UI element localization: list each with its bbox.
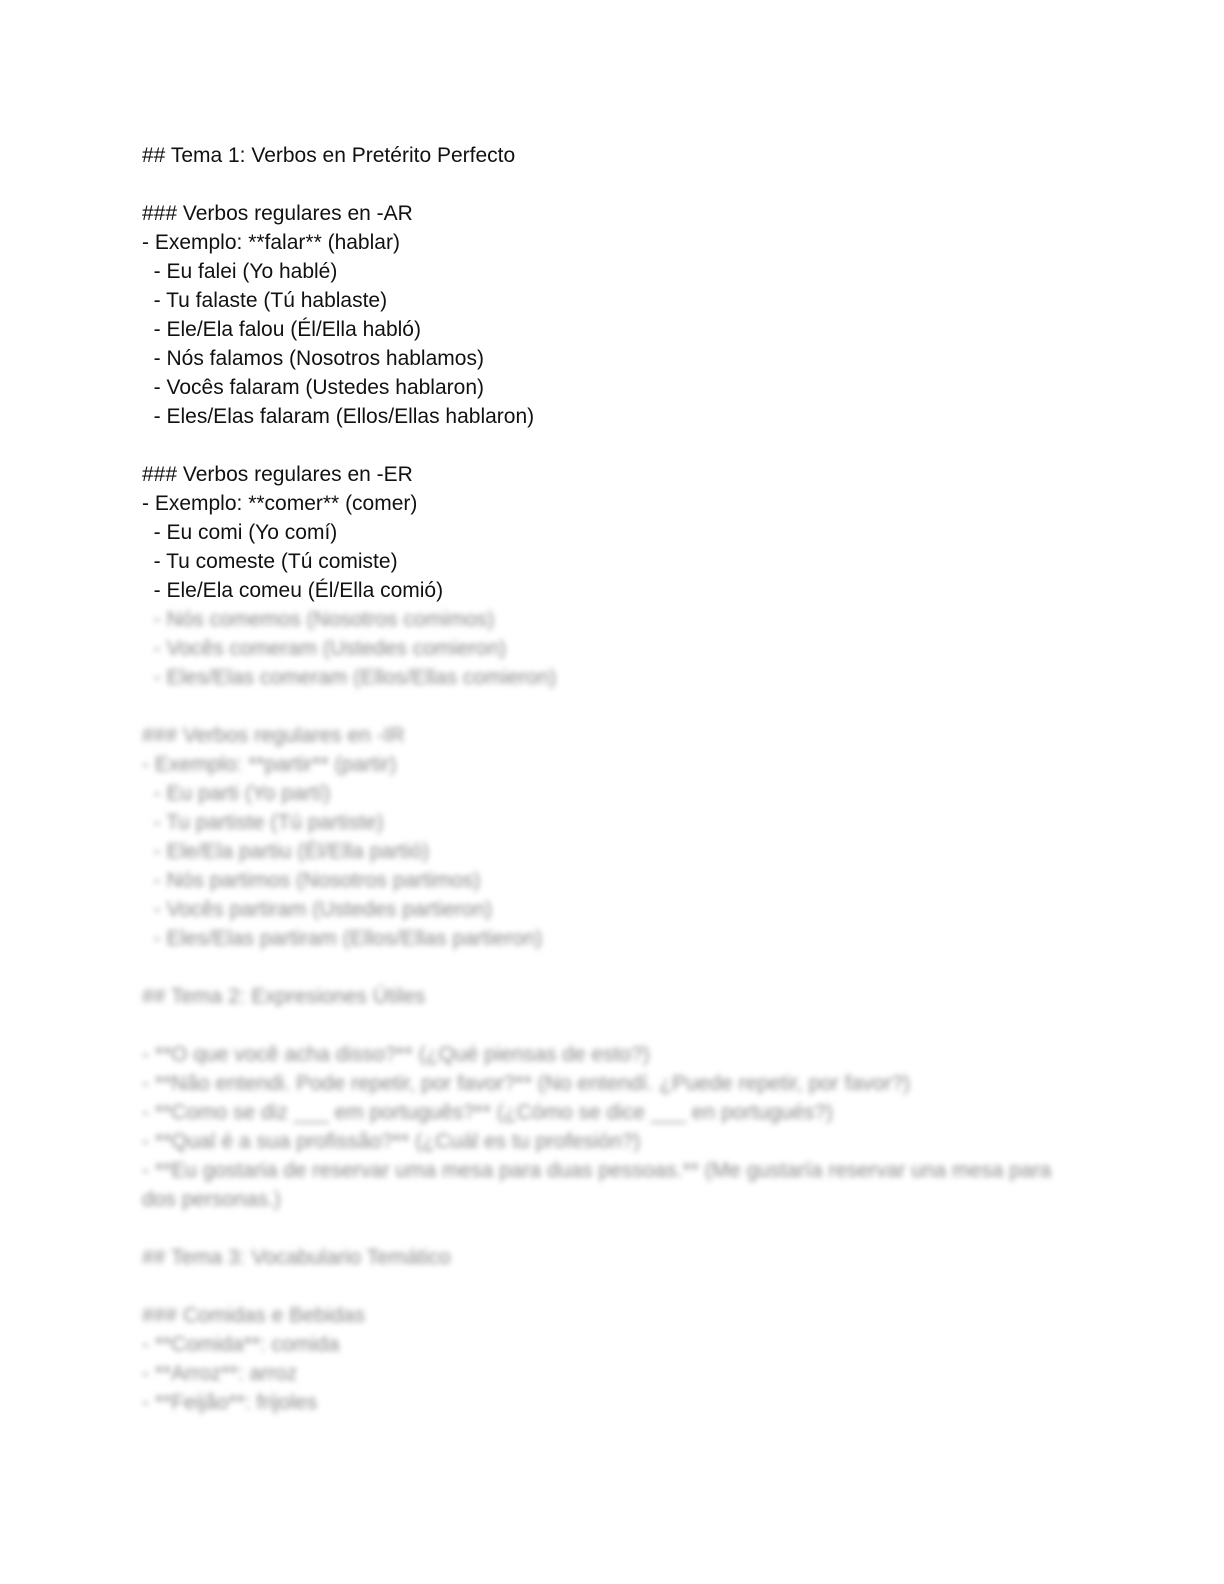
list-item: - Ele/Ela partiu (Él/Ella partió) <box>142 840 430 863</box>
list-item: - **O que você acha disso?** (¿Qué piensas de esto?) <box>142 1043 650 1066</box>
list-item: - Nós comemos (Nosotros comimos) <box>142 608 495 631</box>
list-item: - Exemplo: **comer** (comer) <box>142 492 418 515</box>
blank-line <box>142 1011 1062 1040</box>
list-item: - Vocês falaram (Ustedes hablaron) <box>142 376 484 399</box>
list-item: - Eles/Elas comeram (Ellos/Ellas comieron) <box>142 666 557 689</box>
blank-line <box>142 1214 1062 1243</box>
list-item: - Tu partiste (Tú partiste) <box>142 811 384 834</box>
list-item: - **Comida**: comida <box>142 1333 340 1356</box>
blank-line <box>142 692 1062 721</box>
list-item: - Eu comi (Yo comí) <box>142 521 338 544</box>
list-item: - **Feijão**: frijoles <box>142 1391 318 1414</box>
blurred-section <box>142 605 1062 1417</box>
heading-tema-3: ## Tema 3: Vocabulario Temático <box>142 1246 451 1269</box>
list-item: - Nós falamos (Nosotros hablamos) <box>142 347 484 370</box>
blank-line <box>142 1272 1062 1301</box>
list-item: - Tu comeste (Tú comiste) <box>142 550 398 573</box>
list-item: - Ele/Ela falou (Él/Ella habló) <box>142 318 421 341</box>
list-item: - **Arroz**: arroz <box>142 1362 298 1385</box>
blank-line <box>142 170 1062 199</box>
list-item: - **Qual é a sua profissão?** (¿Cuál es tu profesión?) <box>142 1130 641 1153</box>
list-item: - Tu falaste (Tú hablaste) <box>142 289 388 312</box>
list-item: - Vocês comeram (Ustedes comieron) <box>142 637 507 660</box>
subheading-verbos-er: ### Verbos regulares en -ER <box>142 463 413 486</box>
heading-tema-2: ## Tema 2: Expresiones Útiles <box>142 985 426 1008</box>
list-item: - Eles/Elas falaram (Ellos/Ellas hablaron) <box>142 405 535 428</box>
list-item: - Ele/Ela comeu (Él/Ella comió) <box>142 579 444 602</box>
blank-line <box>142 953 1062 982</box>
list-item: - **Como se diz ___ em português?** (¿Cómo se dice ___ en portugués?) <box>142 1101 834 1124</box>
document-body <box>142 141 1062 1417</box>
subheading-verbos-ir: ### Verbos regulares en -IR <box>142 724 405 747</box>
list-item: - Exemplo: **falar** (hablar) <box>142 231 400 254</box>
list-item: - **Eu gostaria de reservar uma mesa para duas pessoas.** (Me gustaría reservar una mesa para dos personas.) <box>142 1159 1052 1211</box>
subheading-verbos-ar: ### Verbos regulares en -AR <box>142 202 413 225</box>
list-item: - Exemplo: **partir** (partir) <box>142 753 397 776</box>
list-item: - Vocês partiram (Ustedes partieron) <box>142 898 493 921</box>
list-item: - Eu falei (Yo hablé) <box>142 260 338 283</box>
list-item: - Nós partimos (Nosotros partimos) <box>142 869 481 892</box>
list-item: - **Não entendi. Pode repetir, por favor?** (No entendí. ¿Puede repetir, por favor?) <box>142 1072 911 1095</box>
list-item: - Eu parti (Yo partí) <box>142 782 331 805</box>
subheading-comidas-bebidas: ### Comidas e Bebidas <box>142 1304 365 1327</box>
blank-line <box>142 431 1062 460</box>
list-item: - Eles/Elas partiram (Ellos/Ellas partieron) <box>142 927 543 950</box>
heading-tema-1: ## Tema 1: Verbos en Pretérito Perfecto <box>142 144 516 167</box>
